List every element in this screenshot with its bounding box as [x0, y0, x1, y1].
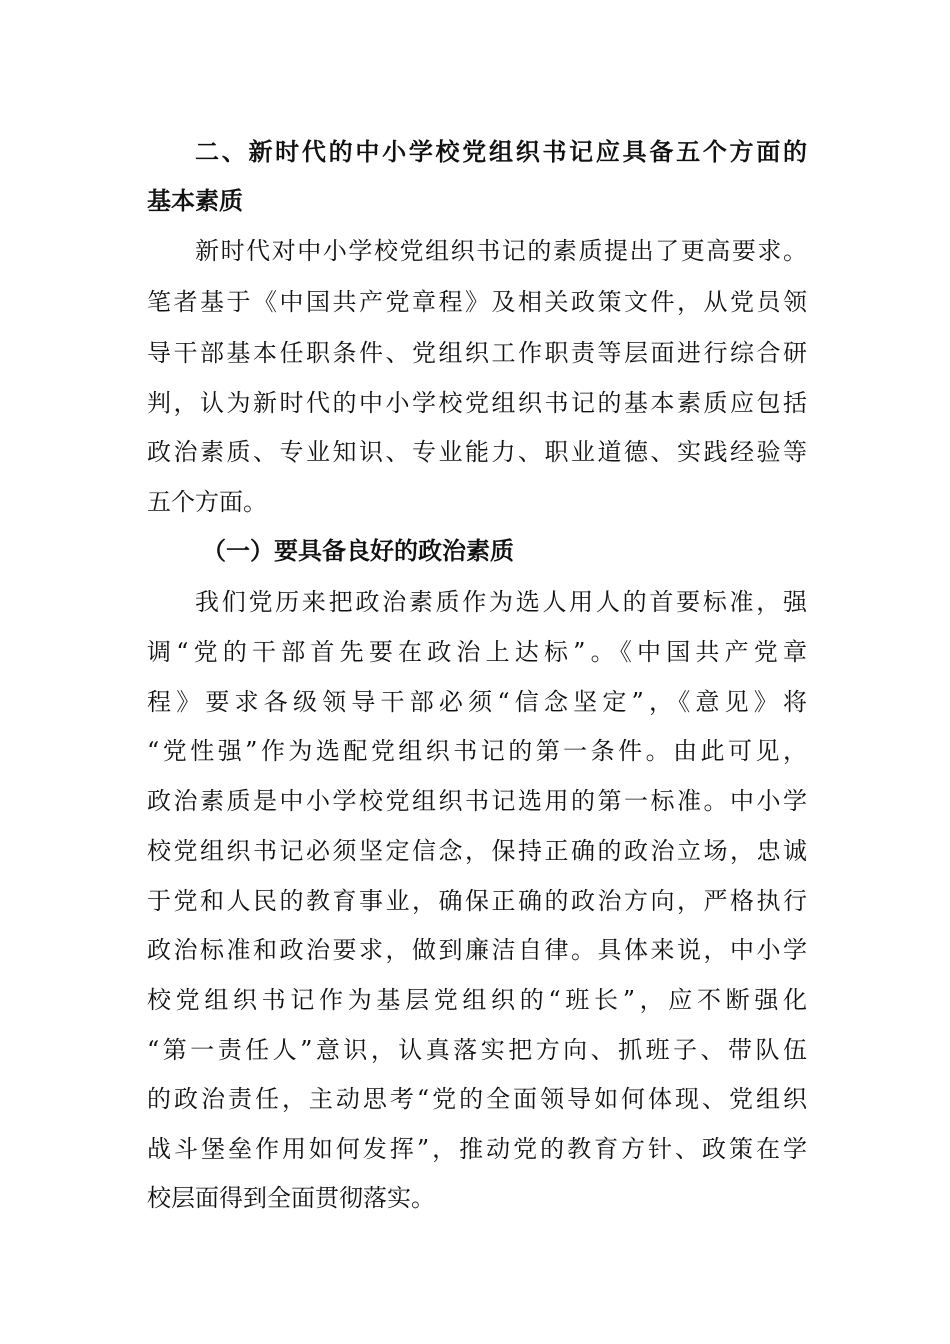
- intro-line-6: 五个方面。: [147, 488, 267, 516]
- body-line-10: “第一责任人”意识，认真落实把方向、抓班子、带队伍: [147, 1036, 807, 1064]
- subheading: （一）要具备良好的政治素质: [202, 537, 514, 565]
- body-line-5: 政治素质是中小学校党组织书记选用的第一标准。中小学: [147, 787, 807, 815]
- body-line-6: 校党组织书记必须坚定信念，保持正确的政治立场，忠诚: [147, 837, 807, 865]
- body-line-2: 调“党的干部首先要在政治上达标”。《中国共产党章: [147, 638, 807, 666]
- body-line-11: 的政治责任，主动思考“党的全面领导如何体现、党组织: [147, 1085, 807, 1113]
- body-line-8: 政治标准和政治要求，做到廉洁自律。具体来说，中小学: [147, 936, 807, 964]
- body-line-9: 校党组织书记作为基层党组织的“班长”，应不断强化: [147, 986, 807, 1014]
- body-line-4: “党性强”作为选配党组织书记的第一条件。由此可见，: [147, 737, 807, 765]
- section-heading-line-2: 基本素质: [147, 187, 243, 215]
- section-heading-line-1: 二、新时代的中小学校党组织书记应具备五个方面的: [195, 138, 807, 166]
- body-line-12: 战斗堡垒作用如何发挥”，推动党的教育方针、政策在学: [147, 1135, 807, 1163]
- body-line-3: 程》要求各级领导干部必须“信念坚定”，《意见》将: [147, 688, 807, 716]
- intro-line-4: 判，认为新时代的中小学校党组织书记的基本素质应包括: [147, 389, 807, 417]
- body-line-1: 我们党历来把政治素质作为选人用人的首要标准，强: [195, 588, 807, 616]
- intro-line-3: 导干部基本任职条件、党组织工作职责等层面进行综合研: [147, 339, 807, 367]
- intro-line-5: 政治素质、专业知识、专业能力、职业道德、实践经验等: [147, 438, 807, 466]
- body-line-7: 于党和人民的教育事业，确保正确的政治方向，严格执行: [147, 887, 807, 915]
- intro-line-1: 新时代对中小学校党组织书记的素质提出了更高要求。: [195, 237, 807, 265]
- body-line-13: 校层面得到全面贯彻落实。: [147, 1184, 435, 1212]
- intro-line-2: 笔者基于《中国共产党章程》及相关政策文件，从党员领: [147, 288, 807, 316]
